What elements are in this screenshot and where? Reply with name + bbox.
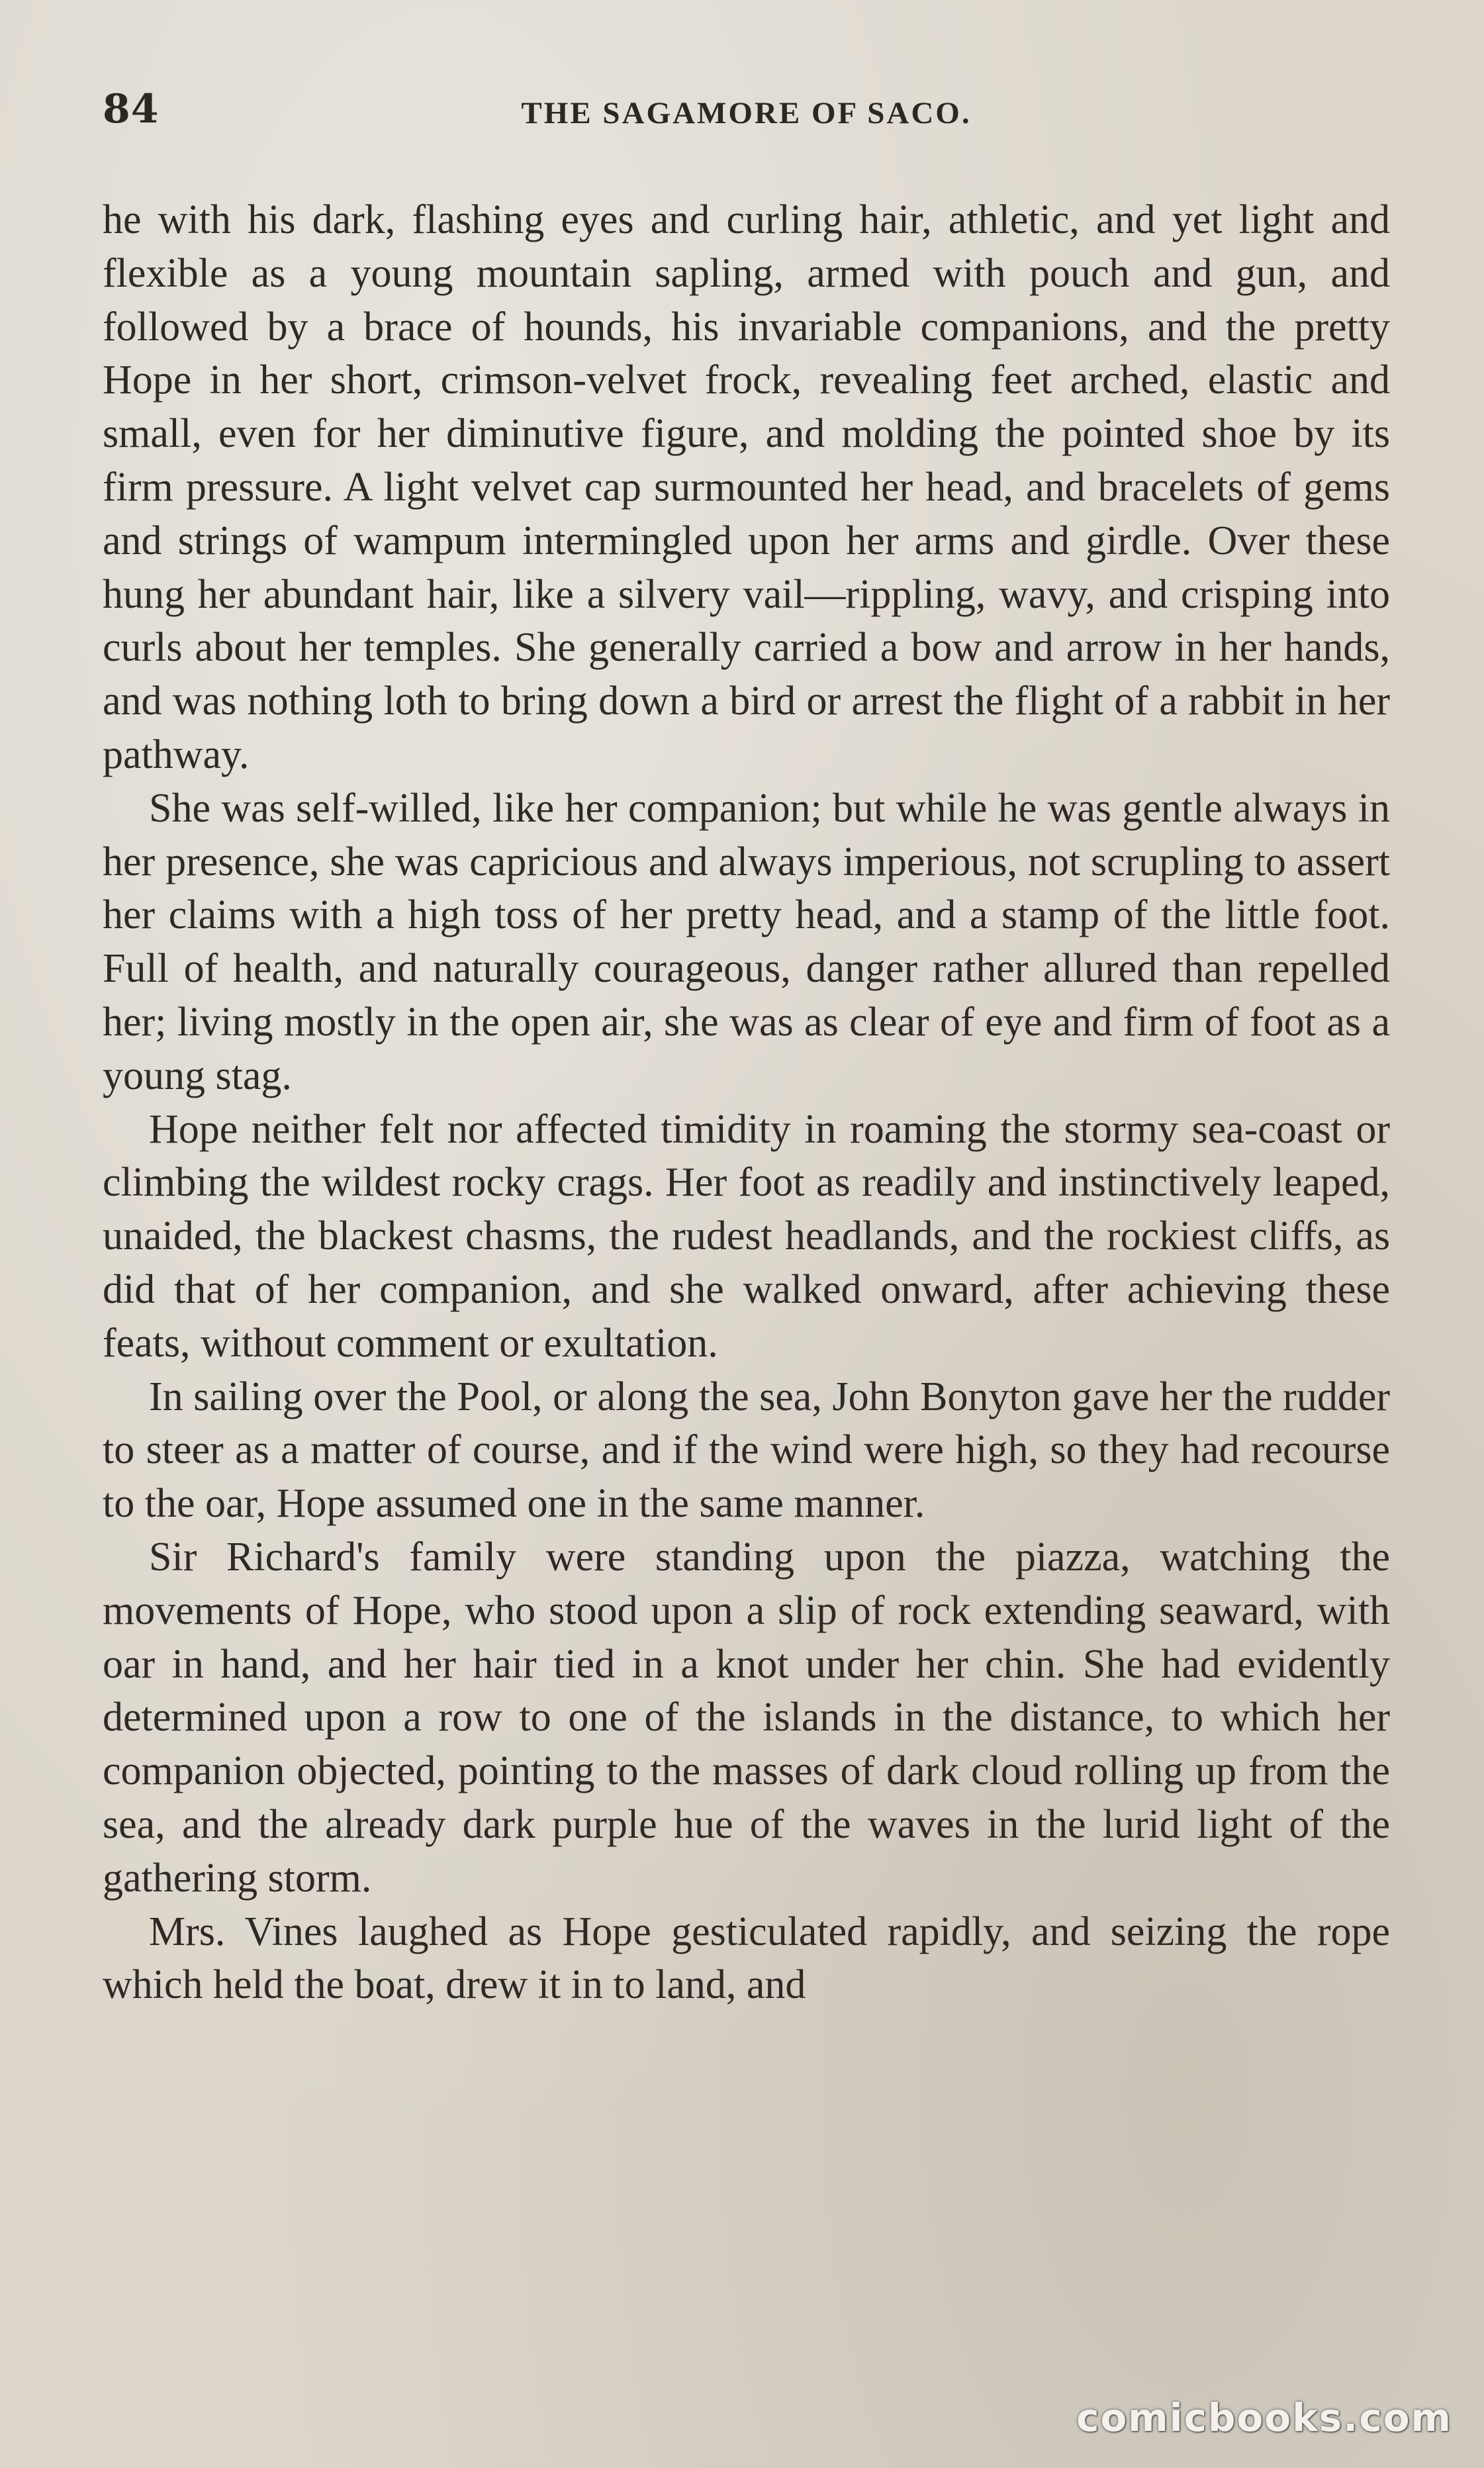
paragraph: She was self-willed, like her companion; but while he was gentle always in her presence, she was capricious and always imperious, not scrupling to assert her claims with a high toss of her pretty head, and a stamp of the little foot. Full of health, and naturally courageous, danger rather allured than repelled her; living mostly in the open air, she was as clear of eye and firm of foot as a young stag. — [103, 785, 1390, 1098]
paragraph: Hope neither felt nor affected timidity in roaming the stormy sea-coast or climbing the wildest rocky crags. Her foot as readily and instinctively leaped, unaided, the blackest chasms, the rudest headlands, and the rockiest cliffs, as did that of her companion, and she walked onward, after achieving these feats, without comment or exultation. — [103, 1106, 1390, 1366]
body-text — [103, 193, 1390, 2012]
paragraph: Mrs. Vines laughed as Hope gesticulated rapidly, and seizing the rope which held the boat, drew it in to land, and — [103, 1909, 1390, 2008]
paragraph: Sir Richard's family were standing upon the piazza, watching the movements of Hope, who stood upon a slip of rock extending seaward, with oar in hand, and her hair tied in a knot under her chin. She had evidently determined upon a row to one of the islands in the distance, to which her companion objected, pointing to the masses of dark cloud rolling up from the sea, and the already dark purple hue of the waves in the lurid light of the gathering storm. — [103, 1534, 1390, 1901]
watermark: comicbooks.com — [1076, 2395, 1452, 2440]
running-title: THE SAGAMORE OF SACO. — [521, 96, 972, 130]
page-header — [103, 86, 1390, 139]
page-number: 84 — [103, 86, 160, 132]
paragraph: he with his dark, flashing eyes and curling hair, athletic, and yet light and flexible as a young mountain sapling, armed with pouch and gun, and followed by a brace of hounds, his invariable companions, and the pretty Hope in her short, crimson-velvet frock, revealing feet arched, elastic and small, even for her diminutive figure, and molding the pointed shoe by its firm pressure. A light velvet cap surmounted her head, and bracelets of gems and strings of wampum intermingled upon her arms and girdle. Over these hung her abundant hair, like a silvery vail—rippling, wavy, and crisping into curls about her temples. She generally carried a bow and arrow in her hands, and was nothing loth to bring down a bird or arrest the flight of a rabbit in her pathway. — [103, 197, 1390, 777]
paragraph: In sailing over the Pool, or along the sea, John Bonyton gave her the rudder to steer as a matter of course, and if the wind were high, so they had recourse to the oar, Hope assumed one in the same manner. — [103, 1374, 1390, 1527]
